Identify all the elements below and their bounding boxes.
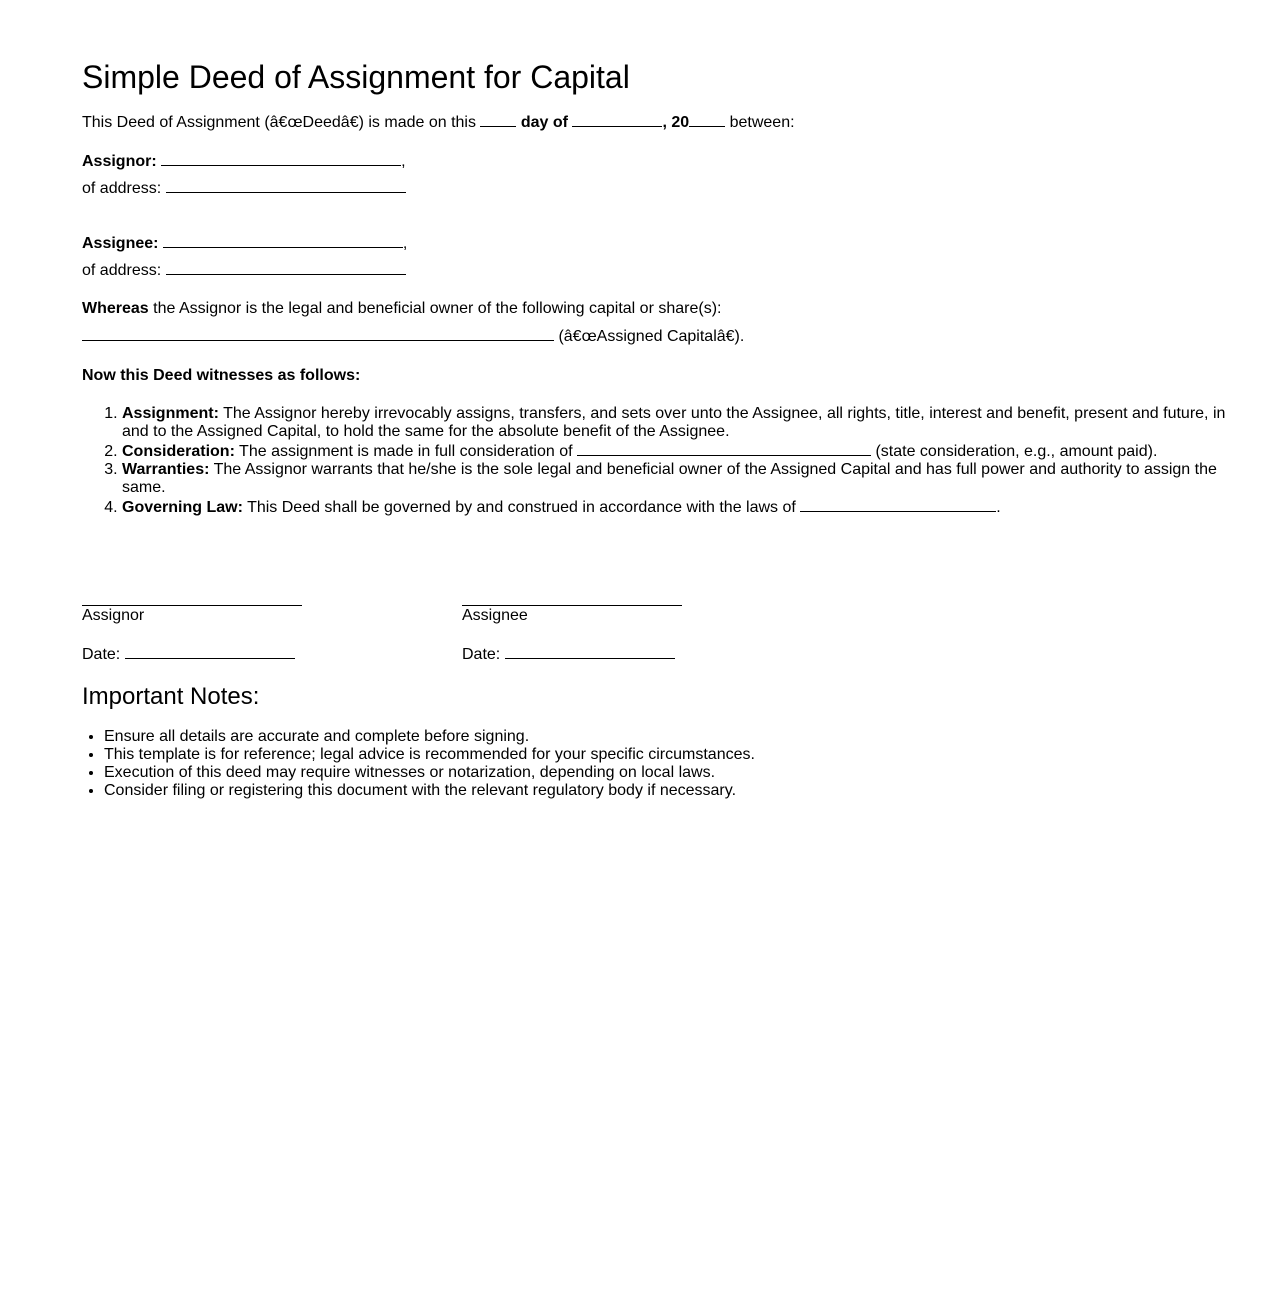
day-blank[interactable] [480, 112, 516, 127]
assignee-address-line [82, 260, 406, 281]
clause-text: The assignment is made in full consideration of [239, 443, 573, 460]
clause-title: Consideration: [122, 443, 235, 460]
year-blank[interactable] [689, 112, 725, 127]
clause-warranties [122, 461, 1242, 497]
notes-list [82, 728, 755, 800]
assignor-label: Assignor: [82, 153, 157, 170]
governing-law-blank[interactable] [800, 497, 996, 512]
document-title: Simple Deed of Assignment for Capital [82, 59, 630, 95]
note-item: • Ensure all details are accurate and complete before signing. [104, 728, 755, 746]
clause-title: Governing Law: [122, 499, 243, 516]
consideration-blank[interactable] [577, 441, 871, 456]
clauses-list [82, 405, 1242, 517]
assignee-address-label: of address: [82, 262, 162, 279]
assignee-name-blank[interactable] [163, 233, 403, 248]
note-item: • This template is for reference; legal advice is recommended for your specific circumstances. [104, 746, 755, 764]
assignor-date-line [82, 644, 295, 665]
assignor-address-label: of address: [82, 180, 162, 197]
intro-line: This Deed of Assignment (â€œDeedâ€) is made on this day of , 20 between: [82, 114, 795, 131]
month-blank[interactable] [572, 112, 662, 127]
date-label: Date: [82, 646, 121, 663]
intro-text: This Deed of Assignment (â€œDeedâ€) is made on this [82, 114, 476, 131]
assignee-date-line [462, 644, 675, 665]
assignee-date-blank[interactable] [505, 644, 675, 659]
assigned-capital-blank[interactable] [82, 326, 554, 341]
notes-heading: Important Notes: [82, 683, 260, 710]
clause-governing-law [122, 497, 1242, 517]
assignee-signature-label: Assignee [462, 607, 528, 624]
clause-text: The Assignor warrants that he/she is the sole legal and beneficial owner of the Assigned Capital and has full power and authority to assign the same. [122, 461, 1217, 496]
between-text: between: [729, 114, 795, 131]
day-of-label: day of [520, 114, 568, 131]
clause-title: Warranties: [122, 461, 210, 478]
witnesses-heading-line [82, 366, 360, 386]
clause-text-after: (state consideration, e.g., amount paid). [875, 443, 1158, 460]
year-prefix: 20 [671, 114, 690, 131]
witnesses-heading: Now this Deed witnesses as follows: [82, 367, 361, 384]
assigned-capital-line [82, 326, 744, 347]
assignor-name-blank[interactable] [161, 151, 401, 166]
clause-title: Assignment: [122, 405, 219, 422]
whereas-line [82, 299, 721, 319]
clause-assignment [122, 405, 1242, 441]
note-item: • Execution of this deed may require witnesses or notarization, depending on local laws. [104, 764, 755, 782]
clause-text-after: . [996, 499, 1001, 516]
assignor-line: Assignor: , [82, 153, 406, 170]
assignor-signature-label: Assignor [82, 607, 145, 624]
assignee-address-blank[interactable] [166, 260, 406, 275]
whereas-label: Whereas [82, 300, 149, 317]
assigned-capital-suffix: (â€œAssigned Capitalâ€). [558, 328, 745, 345]
assignor-address-blank[interactable] [166, 178, 406, 193]
assignor-date-blank[interactable] [125, 644, 295, 659]
clause-consideration [122, 441, 1242, 461]
whereas-text: the Assignor is the legal and beneficial owner of the following capital or share(s): [153, 300, 722, 317]
clause-text: The Assignor hereby irrevocably assigns, transfers, and sets over unto the Assignee, all rights, title, interest and benefit, present and future, in and to the Assigned Capital, to hold the same for the absolute benefit of the Assignee. [122, 405, 1226, 440]
assignee-line: Assignee: , [82, 235, 408, 252]
date-label: Date: [462, 646, 501, 663]
assignee-label: Assignee: [82, 235, 159, 252]
assignor-address-line [82, 178, 406, 199]
clause-text: This Deed shall be governed by and construed in accordance with the laws of [247, 499, 796, 516]
note-item: • Consider filing or registering this document with the relevant regulatory body if necessary. [104, 782, 755, 800]
